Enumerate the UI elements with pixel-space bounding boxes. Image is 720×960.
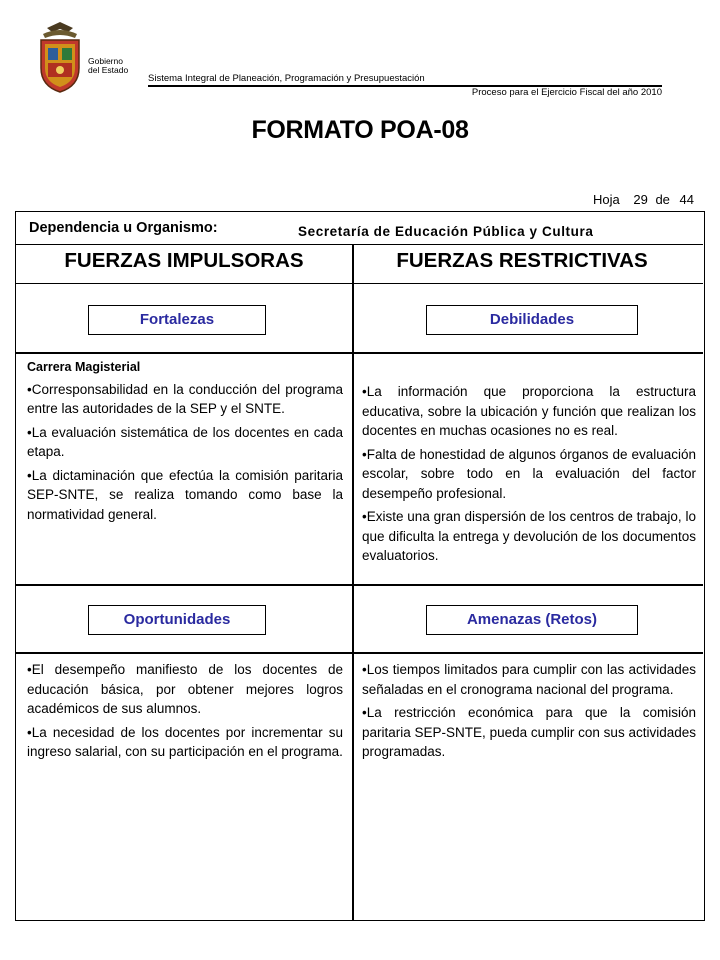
opportunities-cell [27,660,343,766]
gov-line-2: del Estado [88,65,129,75]
strength-item: •La dictaminación que efectúa la comisión paritaria SEP-SNTE, se realiza tomando como base la normatividad general. [27,467,343,522]
column-headers [16,244,703,284]
threats-label: Amenazas (Retos) [426,605,638,635]
government-label [88,57,128,75]
threats-cell [362,660,696,766]
dependency-row [16,212,703,245]
page-counter [587,192,694,207]
system-name: Sistema Integral de Planeación, Programación y Presupuestación [148,73,425,84]
opportunities-label: Oportunidades [88,605,266,635]
section-divider-3 [16,652,703,654]
section-divider-2 [16,584,703,586]
weaknesses-cell [362,382,696,570]
swot-form [15,211,705,921]
page-label: Hoja [592,192,620,207]
weakness-item: •La información que proporciona la estructura educativa, sobre la ubicación y función que realizan los docentes en muchas ocasiones no es real. [362,384,696,438]
threat-item: •La restricción económica para que la comisión paritaria SEP-SNTE, pueda cumplir con sus actividades programadas. [362,705,696,759]
gov-line-1: Gobierno [88,56,123,66]
strengths-subtitle: Carrera Magisterial [27,360,141,374]
dependency-value: Secretaría de Educación Pública y Cultura [298,224,594,239]
opportunity-item: •La necesidad de los docentes por incrementar su ingreso salarial, con su participación en el programa. [27,724,343,759]
strength-item: •Corresponsabilidad en la conducción del programa entre las autoridades de la SEP y el SNTE. [27,381,343,416]
opportunity-item: •El desempeño manifiesto de los docentes de educación básica, por obtener mejores logros académicos de sus alumnos. [27,662,343,716]
state-coat-of-arms-icon [35,20,85,96]
threat-item: •Los tiempos limitados para cumplir con las actividades señaladas en el cronograma nacional del programa. [362,662,696,697]
strengths-cell [27,358,343,528]
strength-item: •La evaluación sistemática de los docentes en cada etapa. [27,424,343,459]
page-total: 44 [679,192,694,207]
dependency-label: Dependencia u Organismo: [29,220,218,236]
weaknesses-label: Debilidades [426,305,638,335]
page-of-label: de [655,192,670,207]
page-title: FORMATO POA-08 [251,116,469,144]
driving-forces-heading: FUERZAS IMPULSORAS [64,249,304,272]
strengths-label: Fortalezas [88,305,266,335]
weakness-item: •Falta de honestidad de algunos órganos de evaluación escolar, sobre todo en la evaluación del factor desempeño profesional. [362,446,696,501]
weakness-item: •Existe una gran dispersión de los centros de trabajo, lo que dificulta la entrega y devolución de los documentos evaluatorios. [362,509,696,563]
process-label: Proceso para el Ejercicio Fiscal del año 2010 [471,87,662,98]
restraining-forces-heading: FUERZAS RESTRICTIVAS [396,249,648,272]
column-divider [352,244,354,920]
section-divider-1 [16,352,703,354]
page-current: 29 [633,192,648,207]
